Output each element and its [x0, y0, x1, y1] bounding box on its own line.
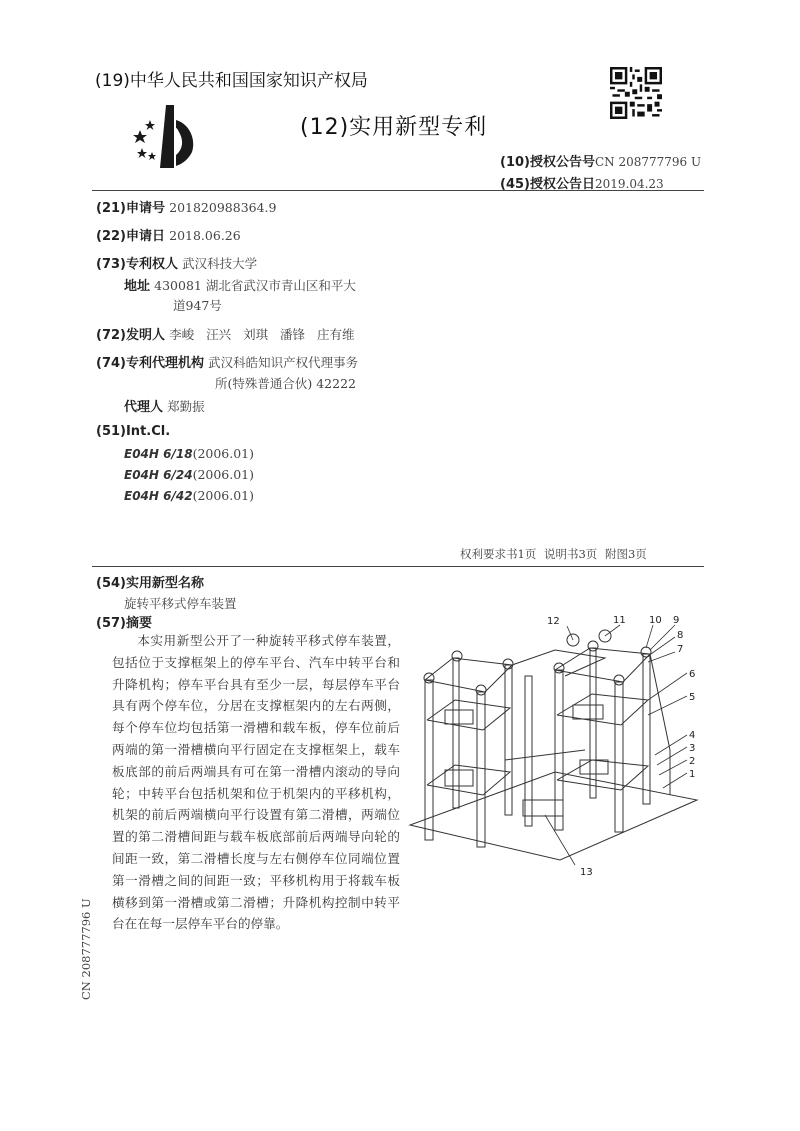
- title-label: (54)实用新型名称: [96, 576, 204, 591]
- figure-label-4: 4: [689, 730, 696, 741]
- logo-star-3: [137, 148, 147, 158]
- figure-label-13: 13: [580, 867, 593, 878]
- side-publication-id: CN 208777796 U: [79, 898, 93, 1000]
- publication-number-label: (10)授权公告号: [500, 155, 595, 170]
- right-frame: [555, 648, 670, 832]
- abstract-text: 本实用新型公开了一种旋转平移式停车装置，包括位于支撑框架上的停车平台、汽车中转平台和升降机构；停车平台具有至少一层，每层停车平台具有两个停车位，分居在支撑框架内的左右两侧，每个停车位均包括第一滑槽和载车板，停车位前后两端的第一滑槽横向平行固定在支撑框架上，载车板底部的前后两端具有可在第一滑槽内滚动的导向轮；中转平台包括机架和位于机架内的平移机构，机架的前后两端横向平行设置有第二滑槽，两端位置的第二滑槽间距与载车板底部前后两端导向轮的间距一致，第二滑槽长度与左右侧停车位同端位置第一滑槽之间的间距一致；平移机构用于将载车板横移到第一滑槽或第二滑槽；升降机构控制中转平台在在每一层停车平台的停靠。: [112, 633, 400, 932]
- figure-label-12: 12: [547, 616, 560, 627]
- figure-label-7: 7: [677, 644, 684, 655]
- utility-model-title: 旋转平移式停车装置: [124, 596, 237, 611]
- logo-emblem: [160, 105, 193, 168]
- figure-label-1: 1: [689, 769, 696, 780]
- header-divider: [92, 190, 704, 191]
- publication-date: 2019.04.23: [594, 177, 664, 191]
- patentee-label: (73)专利权人: [96, 257, 178, 272]
- inventors-row: [96, 324, 355, 343]
- qr-code: [610, 67, 662, 119]
- ipc-code: E04H 6/42: [124, 489, 193, 503]
- ipc-code: E04H 6/18: [124, 447, 193, 461]
- logo-star-1: [133, 130, 147, 143]
- address-label: 地址: [124, 279, 151, 294]
- utility-model-title-label: [96, 572, 204, 591]
- agent-label: 代理人: [124, 400, 164, 415]
- address-row: [124, 275, 356, 294]
- figure-label-6: 6: [689, 669, 696, 680]
- ipc-entry: [124, 446, 254, 461]
- section-divider: [92, 566, 704, 567]
- agent-row: [124, 396, 205, 415]
- top-rollers: [424, 630, 651, 695]
- publication-number: CN 208777796 U: [594, 155, 702, 169]
- intcl-label: (51)Int.Cl.: [96, 424, 171, 439]
- application-number: 201820988364.9: [169, 200, 277, 215]
- abstract-label: (57)摘要: [96, 616, 152, 631]
- application-date-label: (22)申请日: [96, 229, 165, 244]
- ipc-entry: [124, 467, 254, 482]
- figure-label-5: 5: [689, 692, 696, 703]
- patentee: 武汉科技大学: [182, 256, 258, 271]
- address-line-2: 道947号: [173, 298, 222, 313]
- figure-label-3: 3: [689, 743, 696, 754]
- figure-label-9: 9: [673, 615, 680, 626]
- office-name: (19)中华人民共和国国家知识产权局: [95, 71, 368, 91]
- figure-label-11: 11: [613, 615, 626, 626]
- application-date-row: [96, 225, 241, 244]
- figure-label-2: 2: [689, 756, 696, 767]
- figure-label-8: 8: [677, 630, 684, 641]
- agency-label: (74)专利代理机构: [96, 356, 204, 371]
- document-type: (12)实用新型专利: [300, 115, 488, 140]
- application-number-row: [96, 197, 277, 216]
- parking-device-figure: [405, 610, 705, 885]
- inventors: 李峻 汪兴 刘琪 潘锋 庄有维: [169, 327, 355, 342]
- publication-number-row: [500, 151, 701, 170]
- page-count-info: 权利要求书1页 说明书3页 附图3页: [460, 547, 647, 561]
- address-line-1: 430081 湖北省武汉市青山区和平大: [154, 278, 356, 293]
- patentee-row: [96, 253, 257, 272]
- logo-star-2: [145, 120, 155, 130]
- agency-line-2-row: [215, 374, 356, 392]
- logo-star-4: [148, 152, 156, 160]
- ipc-entry: [124, 488, 254, 503]
- ipc-version: (2006.01): [192, 467, 255, 482]
- cnipa-logo: [130, 100, 200, 170]
- ipc-version: (2006.01): [192, 446, 255, 461]
- address-line-2-row: [173, 296, 222, 314]
- figure-label-10: 10: [649, 615, 662, 626]
- agency-row: [96, 352, 358, 371]
- utility-model-title-row: [124, 594, 237, 612]
- inventors-label: (72)发明人: [96, 328, 165, 343]
- intcl-row: [96, 424, 170, 439]
- application-date: 2018.06.26: [169, 228, 241, 243]
- agent: 郑勤振: [167, 399, 205, 414]
- abstract-label-row: [96, 612, 152, 631]
- ipc-code: E04H 6/24: [124, 468, 193, 482]
- ipc-version: (2006.01): [192, 488, 255, 503]
- agency-line-2: 所(特殊普通合伙) 42222: [215, 376, 356, 391]
- agency-line-1: 武汉科皓知识产权代理事务: [208, 355, 359, 370]
- application-number-label: (21)申请号: [96, 201, 165, 216]
- leader-lines: [545, 625, 687, 865]
- publication-date-label: (45)授权公告日: [500, 177, 595, 192]
- left-frame: [425, 658, 512, 847]
